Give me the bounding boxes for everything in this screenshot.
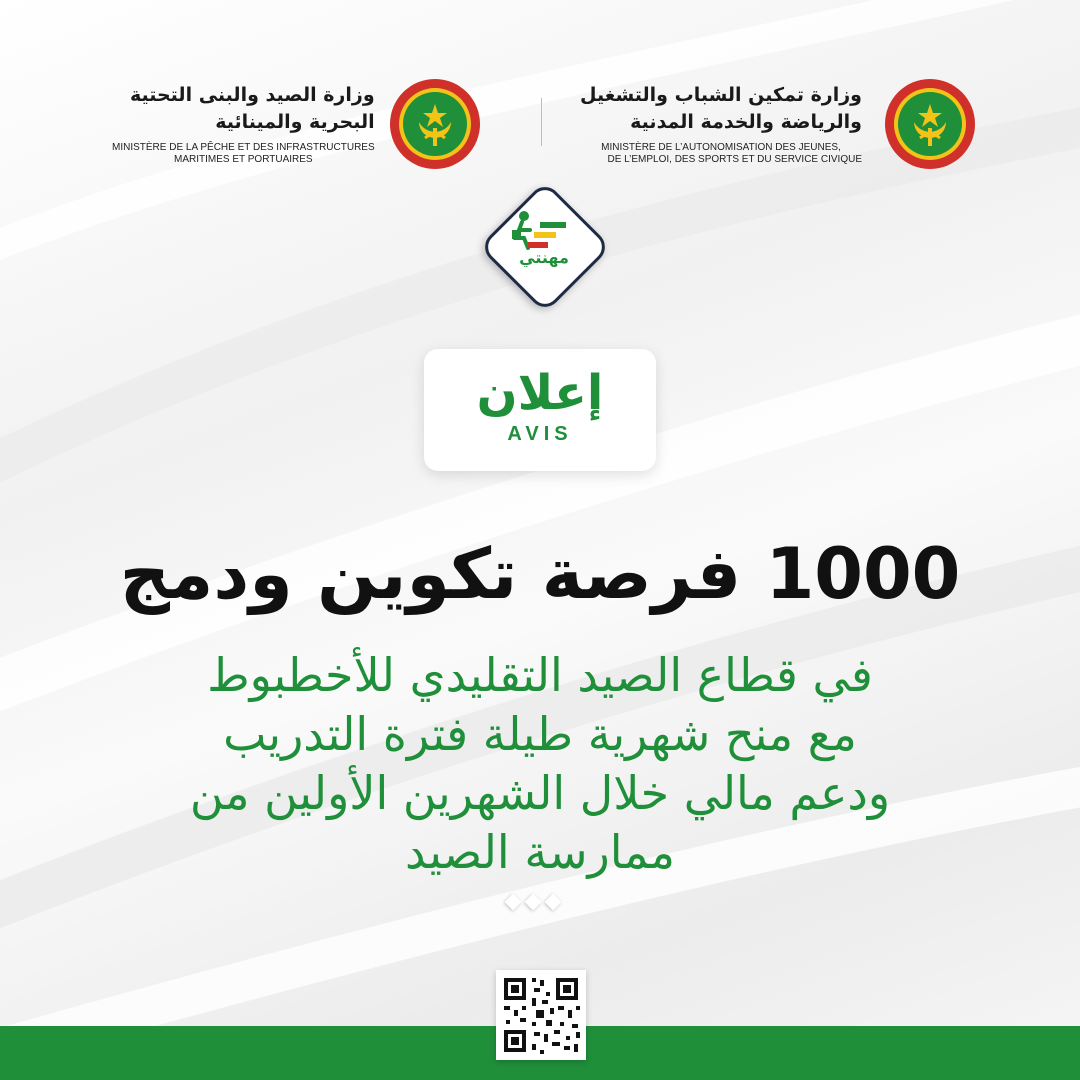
mauritania-seal-icon [884, 78, 976, 170]
announcement-badge-fr: AVIS [507, 423, 573, 445]
mihnati-logo-label: مهنتي [519, 248, 569, 267]
announcement-body [90, 646, 990, 882]
header-separator [541, 98, 542, 146]
ministry-youth-fr-line2: DE L’EMPLOI, DES SPORTS ET DU SERVICE CIVIQUE [607, 154, 862, 165]
mauritania-seal-icon [389, 78, 481, 170]
body-line: ممارسة الصيد [404, 825, 675, 879]
mihnati-logo [484, 186, 604, 306]
decorative-dots [507, 896, 559, 908]
announcement-badge [424, 349, 656, 471]
qr-code-icon[interactable] [496, 970, 586, 1060]
mihnati-logo-icon [484, 186, 604, 306]
body-line: مع منح شهرية طيلة فترة التدريب [223, 707, 857, 761]
ministry-fisheries-fr-line1: MINISTÈRE DE LA PÊCHE ET DES INFRASTRUCTURES [112, 142, 375, 153]
announcement-badge-ar: إعلان [476, 365, 604, 421]
ministry-fisheries-ar-line2: البحرية والمينائية [215, 111, 375, 133]
headline: 1000 فرصة تكوين ودمج [119, 533, 961, 615]
body-line: ودعم مالي خلال الشهرين الأولين من [189, 766, 891, 820]
ministry-youth-fr-line1: MINISTÈRE DE L’AUTONOMISATION DES JEUNES, [601, 142, 841, 153]
ministry-youth-ar-line1: وزارة تمكين الشباب والتشغيل [580, 84, 862, 106]
body-line: في قطاع الصيد التقليدي للأخطبوط [207, 648, 873, 702]
ministry-youth-header [580, 78, 976, 170]
ministry-fisheries-fr-line2: MARITIMES ET PORTUAIRES [174, 154, 313, 165]
ministry-fisheries-header [112, 78, 481, 170]
ministry-youth-ar-line2: والرياضة والخدمة المدنية [630, 111, 862, 133]
ministry-fisheries-ar-line1: وزارة الصيد والبنى التحتية [129, 84, 375, 106]
